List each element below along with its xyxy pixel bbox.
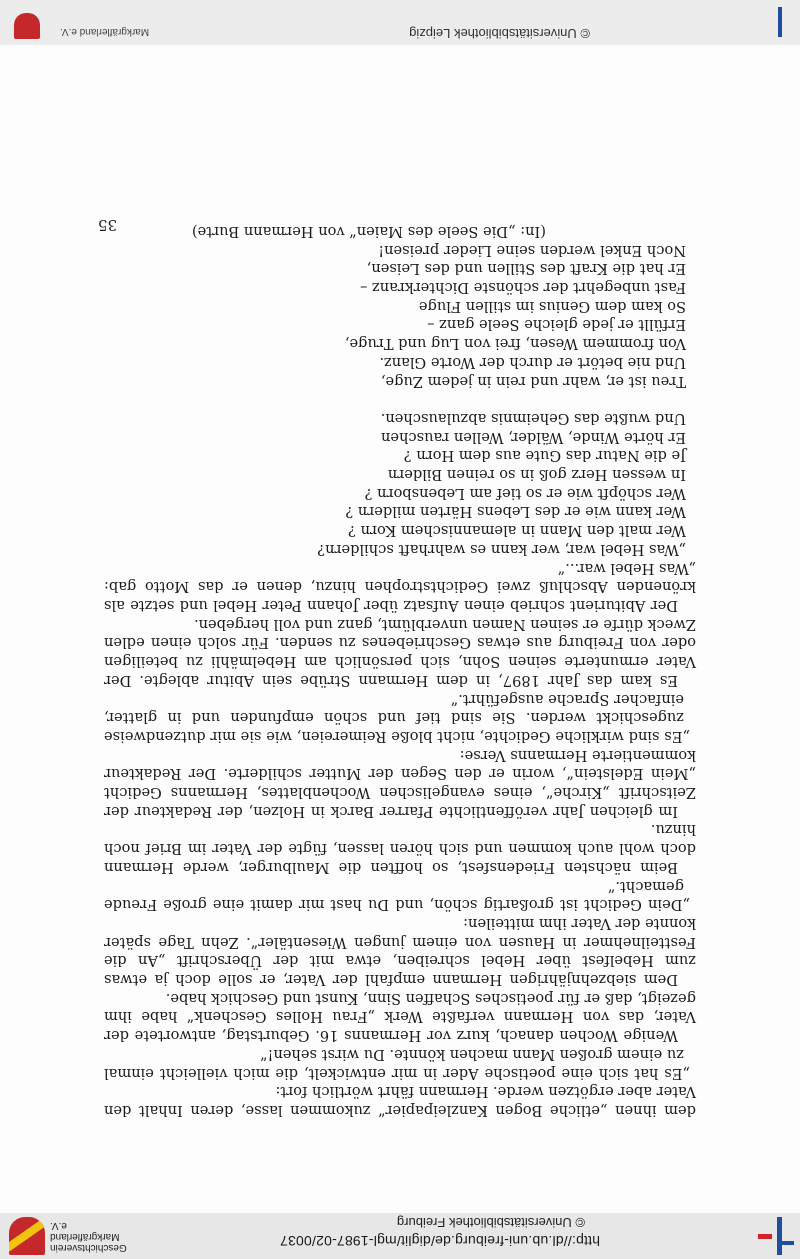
paragraph: Im gleichen Jahr veröffentlichte Pfarrer Barck in Holzen, der Redakteur der Zeitschrift „Kirche“, eines evangelischen Wochenblattes, Hermanns Gedicht „Mein Edelstein“, worin er den Segen der Mutter schilderte. Der Redakteur kommentierte Hermanns Verse:: [104, 746, 696, 820]
poem: [104, 240, 696, 558]
quotation: „Es hat sich eine poetische Ader in mir entwickelt, die mich vielleicht einmal zu einem großen Mann machen könnte. Du wirst sehen!“: [104, 1045, 690, 1082]
stanza-gap: [104, 390, 686, 409]
paragraph: Dem siebzehnjährigen Hermann empfahl der Vater, er solle doch ja etwas zum Hebelfest über Hebel schreiben, etwa mit der Überschrift „An die Festteilnehmer in Hausen von einem jungen Wiesentäler“. Zehn Tage später konnte der Vater ihm mitteilen:: [104, 914, 696, 989]
poem-line: Und nie betört er durch der Worte Glanz.: [379, 353, 686, 371]
poem-line: Er hat die Kraft des Stillen und des Leisen,: [366, 260, 686, 278]
poem-line: Je die Natur das Gute aus dem Horn ?: [403, 447, 686, 465]
paragraph: Wenige Wochen danach, kurz vor Hermanns 16. Geburtstag, antwortete der Vater, das von Hermann verfaßte Werk „Frau Holles Geschenk“ habe ihm gezeigt, daß er für poetisches Schaffen Sinn, Kunst und Geschick habe.: [104, 989, 696, 1045]
poem-line: Wer malt den Mann in alemannischem Korn ?: [348, 522, 686, 540]
society-crest-icon: [14, 13, 40, 39]
poem-line: So kam dem Genius im stillen Fluge: [418, 297, 686, 315]
poem-line: Er hörte Winde, Wälder, Wellen rauschen: [381, 428, 686, 446]
page-number-text: 35: [98, 216, 118, 234]
library-logo-icon: [768, 7, 792, 37]
footer-society: Markgräflerland e.V.: [60, 26, 150, 37]
poem-line: Fast unbegehrt der schönste Dichterkranz –: [360, 279, 686, 297]
paragraph: Der Abiturient schrieb einen Aufsatz über Johann Peter Hebel und setzte als krönenden Abschluß zwei Gedichtstrophen hinzu, denen er das Motto gab: „Was Hebel war...“: [104, 559, 696, 615]
society-crest-icon: [9, 1217, 45, 1255]
poem-line: In wessen Herz goß in so reinen Bildern: [387, 466, 686, 484]
footer-credit: © Universitätsbibliothek Leipzig: [409, 26, 590, 41]
poem-line: Treu ist er, wahr und rein in jedem Zuge,: [380, 372, 686, 390]
footer-band: [0, 0, 800, 45]
quotation: „Dein Gedicht ist großartig schön, und Du hast mir damit eine große Freude gemacht.“: [104, 877, 690, 914]
poem-line: Wer kann wie er des Lebens Härten mildern ?: [345, 503, 686, 521]
quotation: „Es sind wirkliche Gedichte, nicht bloße Reimereien, wie sie mir dutzendweise zugeschickt werden. Sie sind tief und schön empfunden und in glatter, einfacher Sprache ausgeführt.“: [104, 690, 690, 745]
header-society: Geschichtsverein Markgräflerland e.V.: [50, 1220, 127, 1253]
poem-line: Wer schöpft wie er so tief am Lebensborn ?: [364, 484, 686, 502]
library-logo-icon: [754, 1215, 794, 1255]
poem-source: (In: „Die Seele des Maien“ von Hermann Burte): [191, 222, 546, 240]
source-url[interactable]: http://dl.ub.uni-freiburg.de/diglit/mgl-1987-02/0037: [279, 1233, 600, 1249]
poem-line: „Was Hebel war, wer kann es wahrhaft schildern?: [317, 540, 686, 558]
paragraph: Es kam das Jahr 1897, in dem Hermann Strübe sein Abitur ablegte. Der Vater ermunterte seinen Sohn, sich persönlich am Hebelmähli zu beteiligen oder von Freiburg aus etwas Geschriebenes zu senden. Für solch einen edlen Zweck dürfe er seinen Namen unverblümt, ganz und voll hergeben.: [104, 615, 696, 689]
header-band: [0, 1213, 800, 1259]
poem-line: Von frommem Wesen, frei von Lug und Truge,: [344, 335, 686, 353]
page-text: [98, 216, 696, 1119]
poem-line: Erfüllt er jede gleiche Seele ganz –: [427, 316, 686, 334]
page-number: [98, 215, 696, 234]
paragraph: dem ihnen „etliche Bogen Kanzleipapier“ zukommen lasse, deren Inhalt den Vater aber ergötzen werde. Hermann fährt wörtlich fort:: [104, 1083, 696, 1119]
poem-line: Und wußte das Geheimnis abzulauschen.: [380, 409, 686, 427]
poem-line: Noch Enkel werden seine Lieder preisen!: [378, 241, 686, 259]
paragraph: Beim nächsten Friedensfest, so hofften die Maulburger, werde Hermann doch wohl auch kommen und sich hören lassen, fügte der Vater im Brief noch hinzu.: [104, 821, 696, 876]
header-credit: © Universitätsbibliothek Freiburg: [396, 1215, 585, 1230]
